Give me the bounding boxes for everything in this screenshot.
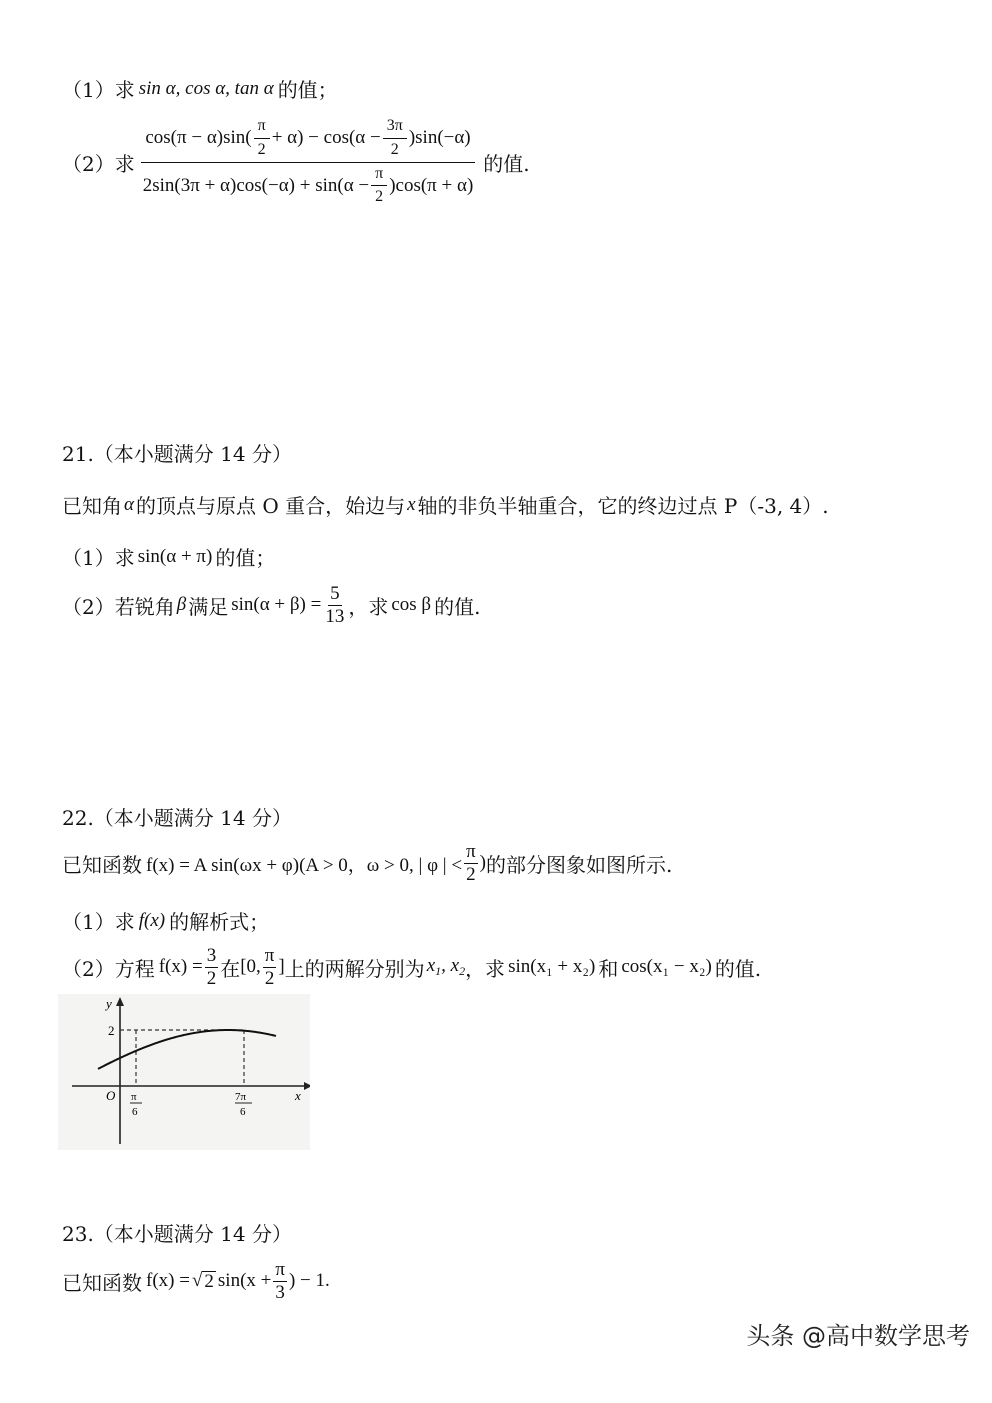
q22-part2-mid: 上的两解分别为 <box>284 956 425 981</box>
interval-open: [0, <box>240 956 261 978</box>
x-symbol: x <box>450 955 460 977</box>
origin-label: O <box>106 1088 116 1103</box>
q23-stem-expr-a: f(x) = <box>146 1270 190 1292</box>
beta-symbol: β <box>176 594 187 616</box>
q23-stem-expr-b: sin(x + <box>217 1270 272 1292</box>
frac-num: 3π <box>383 118 407 139</box>
q20-part2-fraction <box>139 118 478 206</box>
num-part-c: )sin(−α) <box>408 127 471 149</box>
sqrt-radicand: 2 <box>204 1270 214 1292</box>
q21-part2 <box>62 584 480 627</box>
x-symbol: x <box>407 493 416 515</box>
pi-over-2 <box>254 118 270 159</box>
pi-over-2 <box>371 166 387 207</box>
alpha-symbol: α <box>124 493 134 515</box>
q22-stem-close: ) <box>479 852 486 874</box>
x1-x2: $x_1$, $x_2$ <box>426 955 466 979</box>
q22-part2-expr2: cos(x₁ − x₂) <box>621 956 712 978</box>
q20-part1-tail: 的值； <box>277 78 338 102</box>
frac-den: 13 <box>325 605 345 627</box>
q21-part2-label: （2）若锐角 <box>62 594 175 619</box>
q21-stem <box>62 490 829 519</box>
q21-part2-tail: 的值. <box>434 594 481 619</box>
frac-num: 3 <box>206 945 217 966</box>
q22-part2-mid2: ，求 <box>465 956 506 981</box>
max-value-label: 2 <box>108 1023 115 1038</box>
q21-part2-mid: 满足 <box>188 594 229 619</box>
q20-part2-tail: 的值. <box>483 151 530 176</box>
q23-header: 23.（本小题满分 14 分） <box>62 1222 292 1246</box>
q20-fraction-denominator <box>139 163 478 207</box>
frac-num: π <box>264 945 275 966</box>
x-axis-label: x <box>295 1088 301 1103</box>
frac-num: 5 <box>330 583 340 604</box>
interval-close: ] <box>278 956 285 978</box>
watermark: 头条 @高中数学思考 <box>746 1322 970 1350</box>
q20-part1-label: （1）求 <box>62 78 135 102</box>
q22-part1-label: （1）求 <box>62 910 135 934</box>
three-over-two <box>205 946 219 989</box>
q20-fraction-numerator <box>141 118 474 163</box>
x-symbol: x <box>426 955 436 977</box>
q20-part1-expr: sin α, cos α, tan α <box>138 77 274 99</box>
frac-den: 2 <box>390 140 399 158</box>
graph-background <box>58 994 310 1150</box>
q22-part1-tail: 的解析式； <box>169 910 270 934</box>
q22-part2-label: （2）方程 <box>62 956 155 981</box>
q21-header: 21.（本小题满分 14 分） <box>62 442 292 466</box>
q22-part2-expr1: sin(x₁ + x₂) <box>508 956 596 978</box>
num-part-b: + α) − cos(α − <box>271 127 381 149</box>
q21-part2-expr: sin(α + β) = <box>231 594 322 616</box>
q21-part1-label: （1）求 <box>62 546 135 570</box>
q20-part1 <box>62 74 338 103</box>
den-part-b: )cos(π + α) <box>389 174 474 196</box>
pi-over-3 <box>273 1260 287 1303</box>
q20-part2 <box>62 118 530 206</box>
q22-part2-in: 在 <box>220 956 241 981</box>
pi-over-2 <box>263 946 277 989</box>
q22-stem <box>62 842 672 885</box>
den-part-a: 2sin(3π + α)cos(−α) + sin(α − <box>142 174 370 196</box>
q22-part2 <box>62 946 761 989</box>
q21-part1-tail: 的值； <box>215 546 276 570</box>
q22-part2-tail: 的值. <box>714 956 762 981</box>
q20-part2-label: （2）求 <box>62 151 135 176</box>
frac-num: π <box>466 841 476 862</box>
q22-part1-expr: f(x) <box>138 909 166 931</box>
num-part-a: cos(π − α)sin( <box>145 127 252 149</box>
five-over-thirteen <box>323 584 346 627</box>
frac-den: 2 <box>206 967 217 989</box>
q21-stem-a: 已知角 <box>62 494 122 518</box>
q22-sine-graph <box>58 994 310 1150</box>
tick2-numerator: 7π <box>235 1091 247 1103</box>
frac-den: 2 <box>466 863 476 885</box>
q22-stem-tail: 的部分图象如图所示. <box>485 852 673 877</box>
q21-stem-c: 轴的非负半轴重合，它的终边过点 P（-3, 4）. <box>417 494 829 518</box>
frac-den: 2 <box>257 140 266 158</box>
q22-part2-and: 和 <box>598 956 619 981</box>
q22-header: 22.（本小题满分 14 分） <box>62 806 292 830</box>
frac-num: π <box>254 118 270 139</box>
q22-part2-expr: f(x) = <box>158 956 203 978</box>
sqrt-sign-icon: √ <box>191 1270 203 1292</box>
tick1-numerator: π <box>131 1091 137 1103</box>
q22-stem-expr: f(x) = A sin(ωx + φ)(A > 0，ω > 0, | φ | < <box>146 854 463 876</box>
pi-over-2 <box>464 842 478 885</box>
q23-stem-expr-c: ) − 1. <box>288 1270 330 1292</box>
frac-den: 2 <box>375 188 384 206</box>
q23-stem <box>62 1260 330 1303</box>
tick1-denominator: 6 <box>132 1106 138 1118</box>
three-pi-over-2 <box>383 118 407 159</box>
tick2-denominator: 6 <box>240 1106 246 1118</box>
frac-num: π <box>371 166 387 187</box>
y-axis-label: y <box>106 996 112 1011</box>
q22-stem-a: 已知函数 <box>62 852 142 877</box>
q21-stem-b: 的顶点与原点 O 重合，始边与 <box>135 494 406 518</box>
frac-den: 2 <box>264 967 275 989</box>
frac-den: 3 <box>275 1281 285 1303</box>
q21-part2-expr2: cos β <box>391 594 432 616</box>
q21-part1 <box>62 542 275 571</box>
frac-num: π <box>275 1259 285 1280</box>
q21-part2-mid2: ，求 <box>348 594 389 619</box>
sqrt-two <box>192 1270 216 1292</box>
q22-part1 <box>62 906 269 935</box>
q21-part1-expr: sin(α + π) <box>137 545 213 567</box>
q23-stem-a: 已知函数 <box>62 1270 142 1295</box>
